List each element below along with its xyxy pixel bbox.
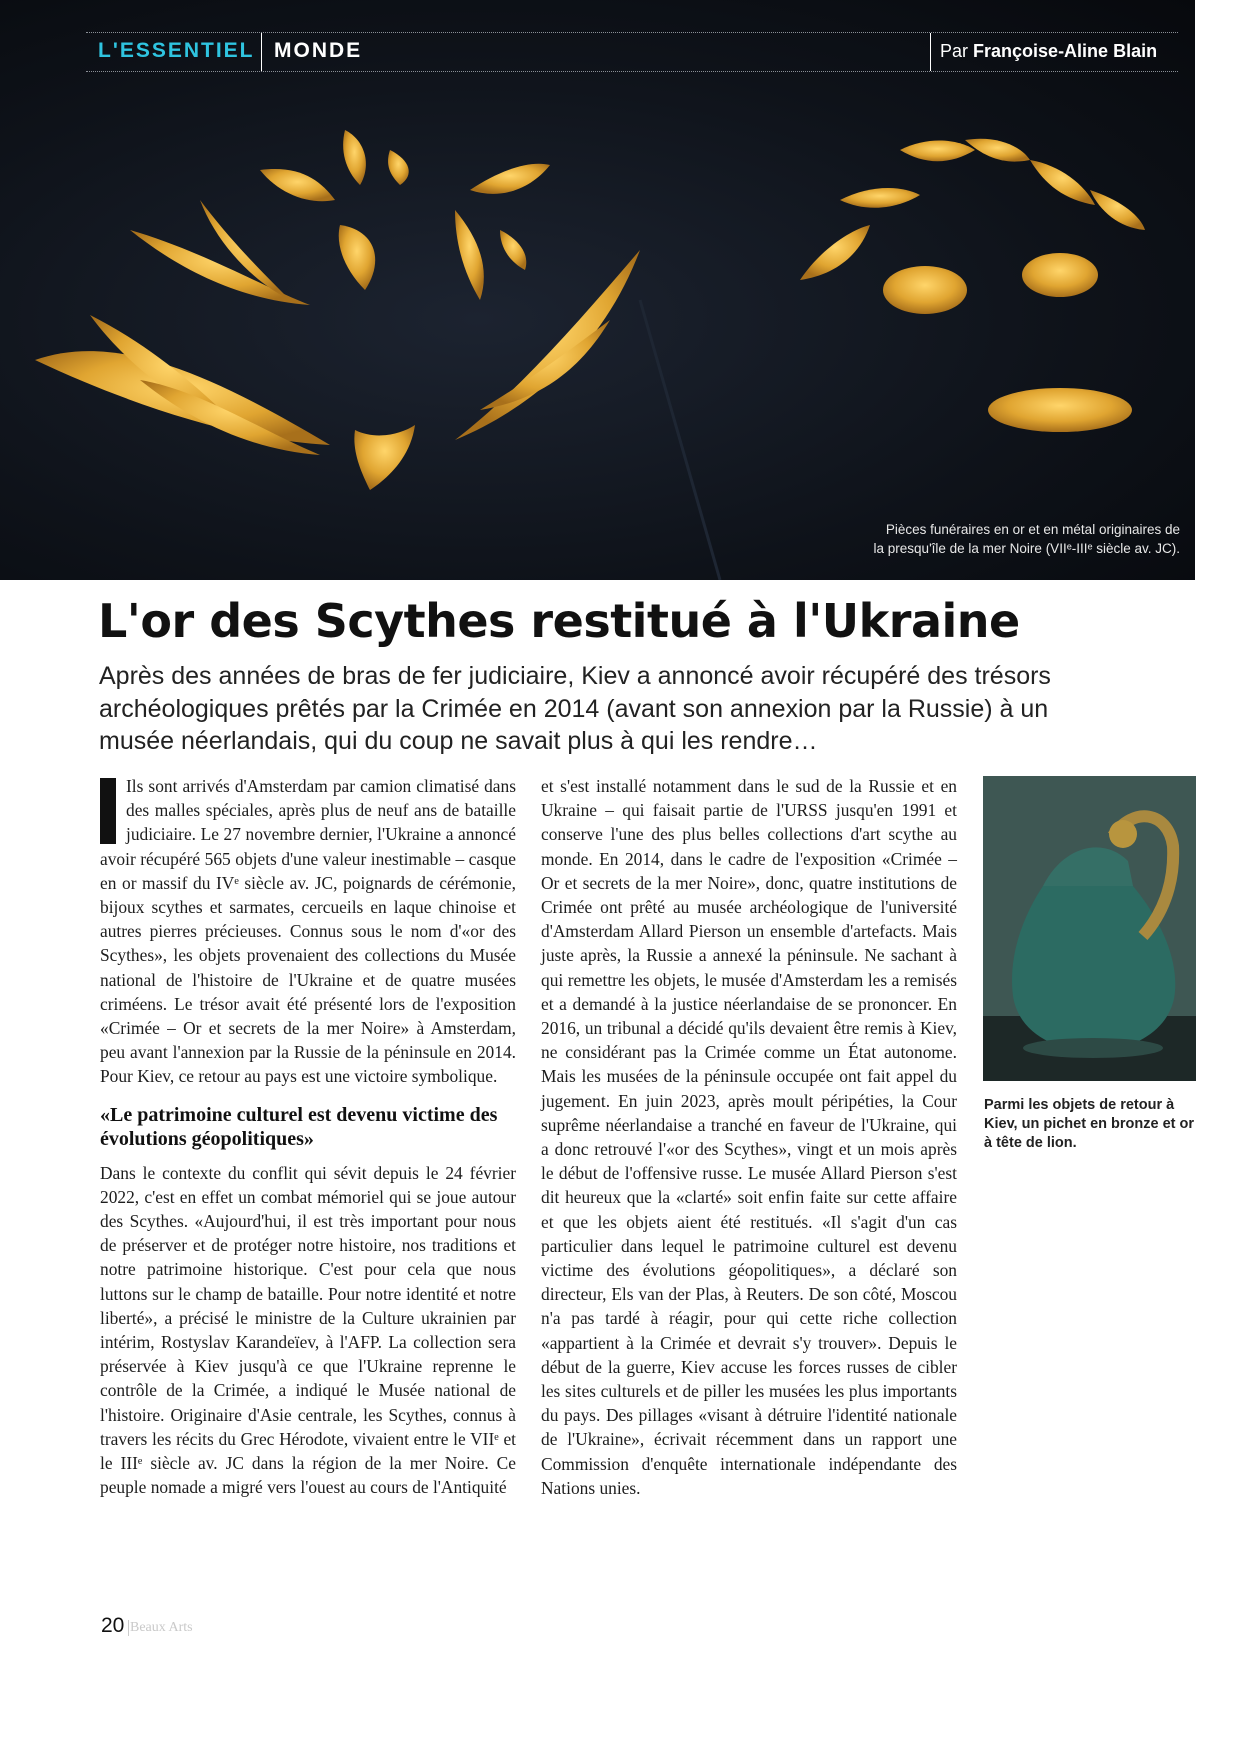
drop-cap-bar xyxy=(100,778,116,844)
left-gold-wreath xyxy=(35,130,640,490)
hero-caption-line: la presqu'île de la mer Noire (VIIᵉ-IIIᵉ siècle av. JC). xyxy=(873,541,1180,556)
gold-leaves-illustration xyxy=(0,0,1195,580)
magazine-name: Beaux Arts xyxy=(130,1620,193,1635)
subheading: «Le patrimoine culturel est devenu victime des évolutions géopolitiques» xyxy=(100,1103,498,1150)
byline-author: Françoise-Aline Blain xyxy=(973,41,1158,61)
article-header-bar xyxy=(86,32,1178,72)
section-label: MONDE xyxy=(274,39,363,62)
hero-photo xyxy=(0,0,1195,580)
byline xyxy=(940,41,1157,62)
pitcher-illustration xyxy=(983,776,1196,1081)
body-paragraph: Ils sont arrivés d'Amsterdam par camion climatisé dans des malles spéciales, après plus de neuf ans de bataille judiciaire. Le 27 novembre dernier, l'Ukraine a annoncé avoir récupéré 565 objets d'une valeur inestimable – casque en or massif du IVᵉ siècle av. JC, poignards de cérémonie, bijoux scythes et sarmates, cercueils en laque chinoise et autres pierres précieuses. Connus sous le nom d'«or des Scythes», les objets provenaient des collections du Musée national de l'histoire de l'Ukraine et de quatre musées criméens. Le trésor avait été présenté lors de l'exposition «Crimée – Or et secrets de la mer Noire» à Amsterdam, peu avant l'annexion par la Russie de la péninsule en 2014. Pour Kiev, ce retour au pays est une victoire symbolique. xyxy=(100,776,516,1087)
byline-prefix: Par xyxy=(940,41,969,61)
header-divider xyxy=(261,33,262,71)
hero-caption-line: Pièces funéraires en or et en métal originaires de xyxy=(885,522,1180,537)
article-title: L'or des Scythes restitué à l'Ukraine xyxy=(98,594,1020,648)
page-number: 20 xyxy=(101,1614,125,1637)
right-gold-wreath xyxy=(800,139,1145,432)
side-photo-caption: Parmi les objets de retour à Kiev, un pichet en bronze et or à tête de lion. xyxy=(984,1097,1195,1151)
hero-caption xyxy=(780,520,1180,558)
body-column-2 xyxy=(541,774,957,1500)
side-photo-bronze-pitcher xyxy=(983,776,1196,1081)
header-divider xyxy=(930,33,931,71)
body-column-1 xyxy=(100,774,516,1499)
body-paragraph: et s'est installé notamment dans le sud de la Russie et en Ukraine – qui faisait partie de l'URSS jusqu'en 1991 et conserve l'une des plus belles collections d'art scythe au monde. En 2014, dans le cadre de l'exposition «Crimée – Or et secrets de la mer Noire», donc, quatre institutions de Crimée ont prêté au musée archéologique de l'université d'Amsterdam Allard Pierson un ensemble d'artefacts. Mais juste après, la Russie a annexé la péninsule. Ne sachant à qui remettre les objets, le musée d'Amsterdam les a remisés et a demandé à la justice néerlandaise de se prononcer. En 2016, un tribunal a décidé qu'ils devaient être remis à Kiev, ne considérant pas la Crimée comme un État autonome. Mais les musées de la péninsule occupée ont fait appel du jugement. En juin 2023, après moult péripéties, la Cour suprême néerlandaise a tranché en faveur de l'Ukraine, qui a donc retrouvé l'«or des Scythes», vingt et un mois après le début de l'offensive russe. Le musée Allard Pierson s'est dit heureux que la «clarté» soit enfin faite sur cette affaire et que les objets aient été restitués. «Il s'agit d'un cas particulier dans lequel le patrimoine culturel est devenu victime des évolutions géopolitiques», a déclaré son directeur, Els van der Plas, à Reuters. De son côté, Moscou n'a pas tardé à réagir, pour qui cette riche collection «appartient à la Crimée et devrait s'y trouver». Depuis le début de la guerre, Kiev accuse les forces russes de cibler les sites culturels et de piller les musées les plus importants du pays. Des pillages «visant à détruire l'identité nationale de l'Ukraine», écrivait récemment dans un rapport une Commission d'enquête internationale indépendante des Nations unies. xyxy=(541,776,957,1498)
article-lead: Après des années de bras de fer judiciaire, Kiev a annoncé avoir récupéré des trésors archéologiques prêtés par la Crimée en 2014 (avant son annexion par la Russie) à un musée néerlandais, qui du coup ne savait plus à qui les rendre… xyxy=(99,662,1051,755)
footer-divider xyxy=(128,1620,129,1636)
body-paragraph: Dans le contexte du conflit qui sévit depuis le 24 février 2022, c'est en effet un combat mémoriel qui se joue autour des Scythes. «Aujourd'hui, il est très important pour nous de préserver et de protéger notre histoire, nos traditions et notre patrimoine historique. C'est pour cela que nous luttons sur le champ de bataille. Pour notre identité et notre liberté», a précisé le ministre de la Culture ukrainien par intérim, Rostyslav Karandeïev, à l'AFP. La collection sera préservée à Kiev jusqu'à ce que l'Ukraine reprenne le contrôle de la Crimée, a indiqué le Musée national de l'histoire. Originaire d'Asie centrale, les Scythes, connus à travers les récits du Grec Hérodote, vivaient entre le VIIᵉ et le IIIᵉ siècle av. JC dans la région de la mer Noire. Ce peuple nomade a migré vers l'ouest au cours de l'Antiquité xyxy=(100,1162,516,1498)
rubric-label: L'ESSENTIEL xyxy=(98,39,255,62)
